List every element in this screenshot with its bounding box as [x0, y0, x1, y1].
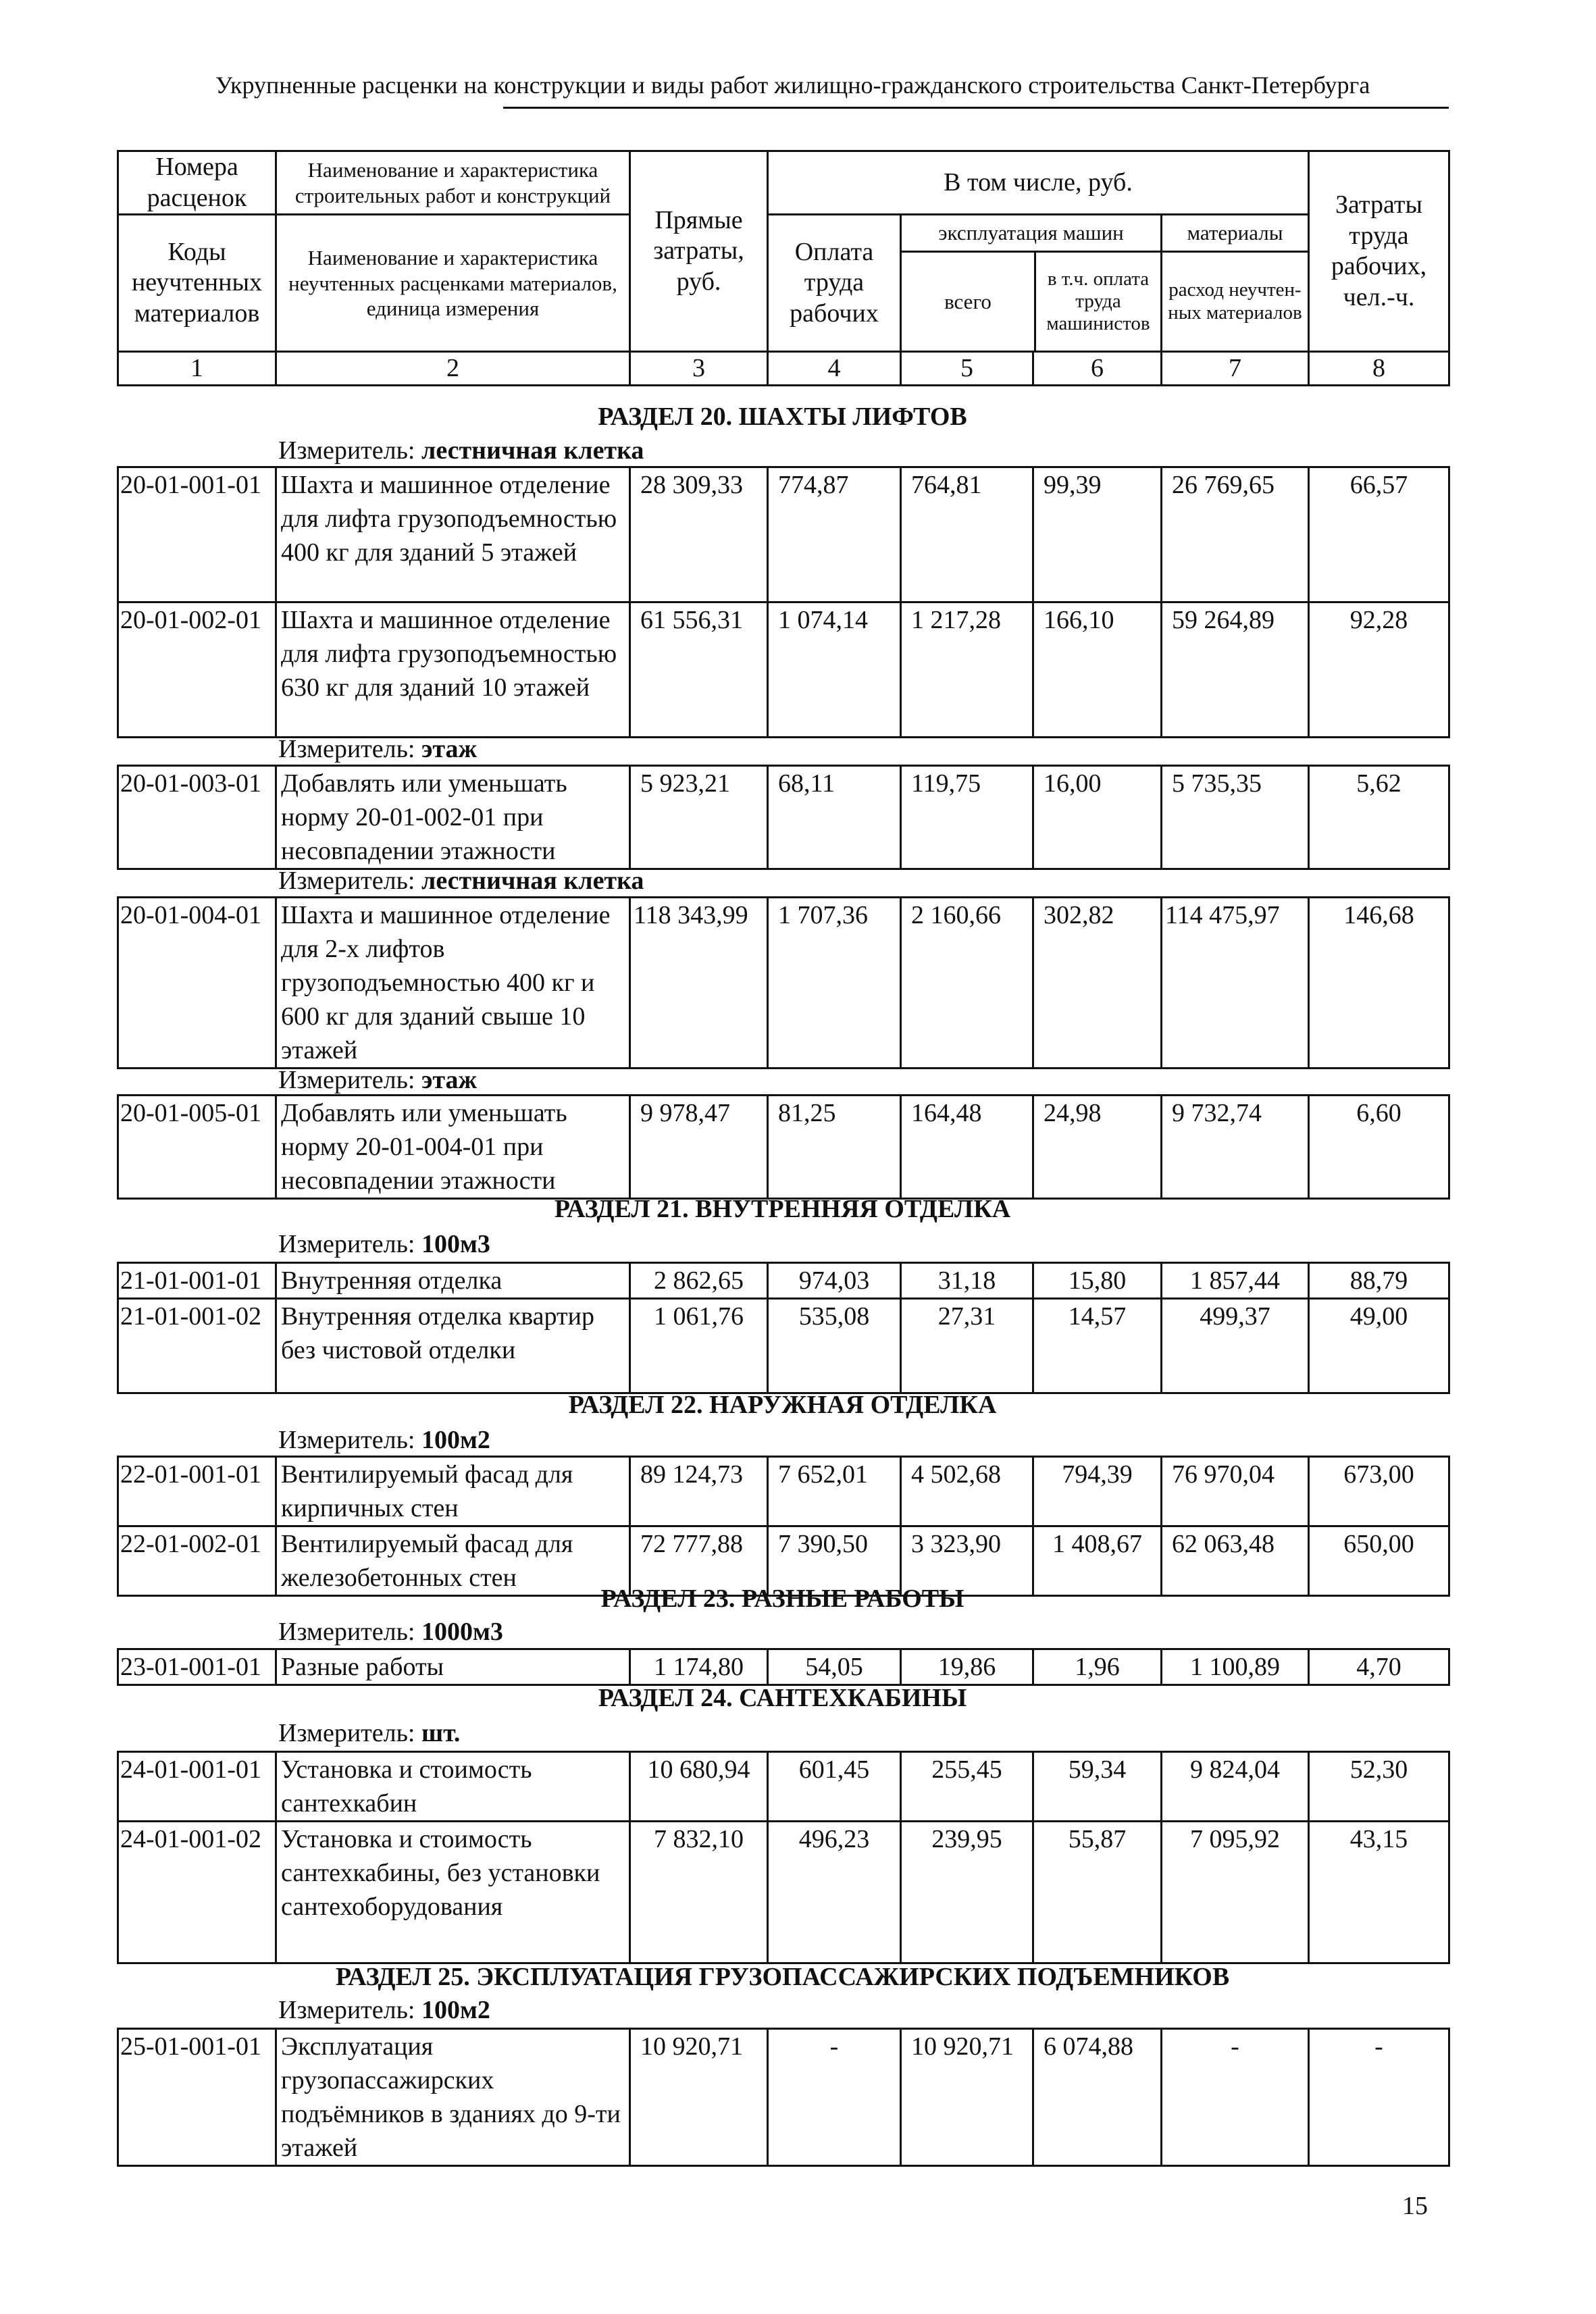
header-cell-direct: Прямые затраты, руб.	[630, 151, 768, 352]
table-row	[118, 602, 1449, 738]
row-direct: 118 343,99	[630, 898, 768, 1069]
row-materials: 499,37	[1162, 1299, 1309, 1393]
header-num-4: 4	[768, 352, 901, 386]
row-code: 20-01-001-01	[118, 467, 276, 602]
table-row	[118, 1752, 1449, 1822]
measure-line	[278, 734, 477, 764]
measure-value: 100м2	[421, 1996, 490, 2024]
table-row	[118, 1457, 1449, 1526]
row-materials: 9 824,04	[1162, 1752, 1309, 1822]
table-row	[118, 1096, 1449, 1199]
row-mach-total: 27,31	[901, 1299, 1033, 1393]
row-hours: 49,00	[1309, 1299, 1449, 1393]
row-hours: 146,68	[1309, 898, 1449, 1069]
data-table	[117, 1094, 1450, 1200]
row-mach-total: 764,81	[901, 467, 1033, 602]
row-name: Внутренняя отделка квартир без чистовой отделки	[276, 1299, 630, 1393]
row-mach-labor: 6 074,88	[1033, 2029, 1162, 2166]
header-num-1: 1	[118, 352, 276, 386]
header-num-5: 5	[901, 352, 1033, 386]
row-name: Шахта и машинное отделение для лифта грузоподъемностью 630 кг для зданий 10 этажей	[276, 602, 630, 738]
row-labor: 496,23	[768, 1822, 901, 1963]
row-code: 22-01-002-01	[118, 1526, 276, 1596]
row-mach-labor: 166,10	[1033, 602, 1162, 738]
measure-line	[278, 1995, 490, 2025]
section-title: РАЗДЕЛ 25. ЭКСПЛУАТАЦИЯ ГРУЗОПАССАЖИРСКИХ ПОДЪЕМНИКОВ	[335, 1963, 1230, 1991]
measure-label: Измеритель:	[278, 735, 415, 763]
row-mach-total: 1 217,28	[901, 602, 1033, 738]
row-labor: 1 074,14	[768, 602, 901, 738]
row-direct: 10 680,94	[630, 1752, 768, 1822]
row-hours: 650,00	[1309, 1526, 1449, 1596]
header-num-7: 7	[1162, 352, 1309, 386]
row-mach-labor: 14,57	[1033, 1299, 1162, 1393]
row-direct: 10 920,71	[630, 2029, 768, 2166]
row-name: Вентилируемый фасад для железобетонных стен	[276, 1526, 630, 1596]
row-mach-total: 164,48	[901, 1096, 1033, 1199]
page-number: 15	[1402, 2192, 1428, 2220]
measure-line	[278, 866, 644, 896]
row-materials: 7 095,92	[1162, 1822, 1309, 1963]
row-mach-labor: 55,87	[1033, 1822, 1162, 1963]
row-mach-total: 239,95	[901, 1822, 1033, 1963]
measure-value: этаж	[421, 1066, 478, 1094]
row-mach-labor: 24,98	[1033, 1096, 1162, 1199]
data-table	[117, 1456, 1450, 1597]
row-materials: 1 857,44	[1162, 1263, 1309, 1299]
row-mach-total: 3 323,90	[901, 1526, 1033, 1596]
table-row	[118, 467, 1449, 602]
data-table	[117, 1262, 1450, 1394]
section-title: РАЗДЕЛ 24. САНТЕХКАБИНЫ	[598, 1684, 967, 1712]
row-code: 20-01-005-01	[118, 1096, 276, 1199]
row-direct: 2 862,65	[630, 1263, 768, 1299]
row-materials: 9 732,74	[1162, 1096, 1309, 1199]
row-labor: 68,11	[768, 766, 901, 869]
row-hours: 66,57	[1309, 467, 1449, 602]
row-name: Добавлять или уменьшать норму 20-01-004-01 при несовпадении этажности	[276, 1096, 630, 1199]
row-direct: 28 309,33	[630, 467, 768, 602]
row-direct: 61 556,31	[630, 602, 768, 738]
table-row	[118, 1263, 1449, 1299]
measure-label: Измеритель:	[278, 1996, 415, 2024]
row-name: Установка и стоимость сантехкабин	[276, 1752, 630, 1822]
row-hours: 52,30	[1309, 1752, 1449, 1822]
measure-label: Измеритель:	[278, 1719, 415, 1747]
row-materials: 114 475,97	[1162, 898, 1309, 1069]
data-table	[117, 2028, 1450, 2167]
row-materials: -	[1162, 2029, 1309, 2166]
row-code: 24-01-001-01	[118, 1752, 276, 1822]
table-row	[118, 1649, 1449, 1685]
data-table	[117, 765, 1450, 870]
row-mach-total: 19,86	[901, 1649, 1033, 1685]
row-hours: 673,00	[1309, 1457, 1449, 1526]
row-mach-labor: 1 408,67	[1033, 1526, 1162, 1596]
row-mach-total: 4 502,68	[901, 1457, 1033, 1526]
row-mach-total: 2 160,66	[901, 898, 1033, 1069]
row-direct: 7 832,10	[630, 1822, 768, 1963]
measure-line	[278, 1425, 490, 1455]
row-labor: 601,45	[768, 1752, 901, 1822]
row-materials: 5 735,35	[1162, 766, 1309, 869]
row-code: 22-01-001-01	[118, 1457, 276, 1526]
section-title: РАЗДЕЛ 22. НАРУЖНАЯ ОТДЕЛКА	[568, 1391, 997, 1419]
section-title: РАЗДЕЛ 20. ШАХТЫ ЛИФТОВ	[598, 403, 967, 431]
header-cell-codes-top: Номера расценок	[118, 151, 276, 215]
row-direct: 1 174,80	[630, 1649, 768, 1685]
row-hours: 4,70	[1309, 1649, 1449, 1685]
header-cell-materials-use: расход неучтен-ных материалов	[1168, 279, 1302, 324]
measure-value: 100м3	[421, 1230, 490, 1258]
header-num-8: 8	[1309, 352, 1449, 386]
row-labor: -	[768, 2029, 901, 2166]
row-direct: 9 978,47	[630, 1096, 768, 1199]
row-name: Эксплуатация грузопассажирских подъёмников в зданиях до 9-ти этажей	[276, 2029, 630, 2166]
row-materials: 59 264,89	[1162, 602, 1309, 738]
row-mach-total: 255,45	[901, 1752, 1033, 1822]
row-hours: 43,15	[1309, 1822, 1449, 1963]
header-cell-materials: материалы	[1162, 215, 1308, 253]
measure-label: Измеритель:	[278, 867, 415, 895]
measure-value: шт.	[421, 1719, 461, 1747]
header-cell-name-bottom: Наименование и характеристика неучтенных расценками материалов, единица измерения	[276, 215, 630, 352]
header-cell-codes-bottom: Коды неучтенных материалов	[118, 215, 276, 352]
row-name: Установка и стоимость сантехкабины, без установки сантехоборудования	[276, 1822, 630, 1963]
row-mach-labor: 1,96	[1033, 1649, 1162, 1685]
row-mach-total: 31,18	[901, 1263, 1033, 1299]
row-materials: 1 100,89	[1162, 1649, 1309, 1685]
row-code: 20-01-003-01	[118, 766, 276, 869]
row-materials: 76 970,04	[1162, 1457, 1309, 1526]
row-labor: 974,03	[768, 1263, 901, 1299]
header-cell-name-top: Наименование и характеристика строительных работ и конструкций	[276, 151, 630, 215]
row-labor: 774,87	[768, 467, 901, 602]
row-code: 21-01-001-01	[118, 1263, 276, 1299]
row-name: Шахта и машинное отделение для лифта грузоподъемностью 400 кг для зданий 5 этажей	[276, 467, 630, 602]
row-name: Разные работы	[276, 1649, 630, 1685]
header-rule	[503, 107, 1449, 109]
row-code: 23-01-001-01	[118, 1649, 276, 1685]
section-title: РАЗДЕЛ 23. РАЗНЫЕ РАБОТЫ	[600, 1585, 964, 1613]
row-name: Вентилируемый фасад для кирпичных стен	[276, 1457, 630, 1526]
measure-label: Измеритель:	[278, 1426, 415, 1454]
header-cell-machines: эксплуатация машин	[902, 215, 1160, 253]
row-mach-labor: 794,39	[1033, 1457, 1162, 1526]
row-code: 20-01-002-01	[118, 602, 276, 738]
table-row	[118, 2029, 1449, 2166]
measure-value: 100м2	[421, 1426, 490, 1454]
header-num-6: 6	[1033, 352, 1162, 386]
data-table	[117, 896, 1450, 1069]
table-row	[118, 1299, 1449, 1393]
header-cell-mach-labor: в т.ч. оплата труда машинистов	[1046, 267, 1150, 335]
data-table	[117, 1648, 1450, 1686]
header-num-2: 2	[276, 352, 630, 386]
measure-value: 1000м3	[421, 1618, 503, 1646]
row-labor: 81,25	[768, 1096, 901, 1199]
page-header: Укрупненные расценки на конструкции и виды работ жилищно-гражданского строительства Санкт-Петербурга	[215, 72, 1370, 99]
measure-line	[278, 1617, 503, 1647]
measure-value: лестничная клетка	[421, 867, 644, 895]
header-cell-machines-group	[901, 215, 1162, 352]
section-title: РАЗДЕЛ 21. ВНУТРЕННЯЯ ОТДЕЛКА	[554, 1195, 1011, 1223]
row-hours: 88,79	[1309, 1263, 1449, 1299]
row-labor: 1 707,36	[768, 898, 901, 1069]
row-mach-labor: 302,82	[1033, 898, 1162, 1069]
row-labor: 54,05	[768, 1649, 901, 1685]
row-code: 20-01-004-01	[118, 898, 276, 1069]
row-code: 25-01-001-01	[118, 2029, 276, 2166]
measure-line	[278, 436, 644, 465]
measure-line	[278, 1229, 490, 1259]
table-row	[118, 1822, 1449, 1963]
row-name: Внутренняя отделка	[276, 1263, 630, 1299]
header-cell-labor: Оплата труда рабочих	[768, 215, 901, 352]
measure-label: Измеритель:	[278, 1618, 415, 1646]
row-mach-labor: 15,80	[1033, 1263, 1162, 1299]
header-cell-mach-total: всего	[902, 253, 1036, 351]
row-mach-total: 119,75	[901, 766, 1033, 869]
row-direct: 1 061,76	[630, 1299, 768, 1393]
row-direct: 89 124,73	[630, 1457, 768, 1526]
row-hours: -	[1309, 2029, 1449, 2166]
measure-value: лестничная клетка	[421, 436, 644, 465]
row-hours: 92,28	[1309, 602, 1449, 738]
row-code: 21-01-001-02	[118, 1299, 276, 1393]
measure-label: Измеритель:	[278, 1066, 415, 1094]
row-materials: 26 769,65	[1162, 467, 1309, 602]
header-cell-materials-group	[1162, 215, 1309, 352]
row-materials: 62 063,48	[1162, 1526, 1309, 1596]
measure-label: Измеритель:	[278, 1230, 415, 1258]
row-direct: 5 923,21	[630, 766, 768, 869]
measure-value: этаж	[421, 735, 478, 763]
header-cell-in-total: В том числе, руб.	[768, 151, 1309, 215]
row-mach-labor: 99,39	[1033, 467, 1162, 602]
row-labor: 7 652,01	[768, 1457, 901, 1526]
row-hours: 5,62	[1309, 766, 1449, 869]
table-row	[118, 766, 1449, 869]
row-mach-labor: 16,00	[1033, 766, 1162, 869]
row-name: Добавлять или уменьшать норму 20-01-002-01 при несовпадении этажности	[276, 766, 630, 869]
header-num-3: 3	[630, 352, 768, 386]
row-name: Шахта и машинное отделение для 2-х лифтов грузоподъемностью 400 кг и 600 кг для зданий свыше 10 этажей	[276, 898, 630, 1069]
row-labor: 7 390,50	[768, 1526, 901, 1596]
data-table	[117, 1751, 1450, 1964]
table-row	[118, 898, 1449, 1069]
table-header	[117, 150, 1450, 386]
measure-label: Измеритель:	[278, 436, 415, 465]
row-hours: 6,60	[1309, 1096, 1449, 1199]
header-cell-hours: Затраты труда рабочих, чел.-ч.	[1309, 151, 1449, 352]
row-mach-labor: 59,34	[1033, 1752, 1162, 1822]
row-labor: 535,08	[768, 1299, 901, 1393]
data-table	[117, 466, 1450, 738]
measure-line	[278, 1718, 460, 1748]
measure-line	[278, 1065, 477, 1095]
row-direct: 72 777,88	[630, 1526, 768, 1596]
row-code: 24-01-001-02	[118, 1822, 276, 1963]
row-mach-total: 10 920,71	[901, 2029, 1033, 2166]
